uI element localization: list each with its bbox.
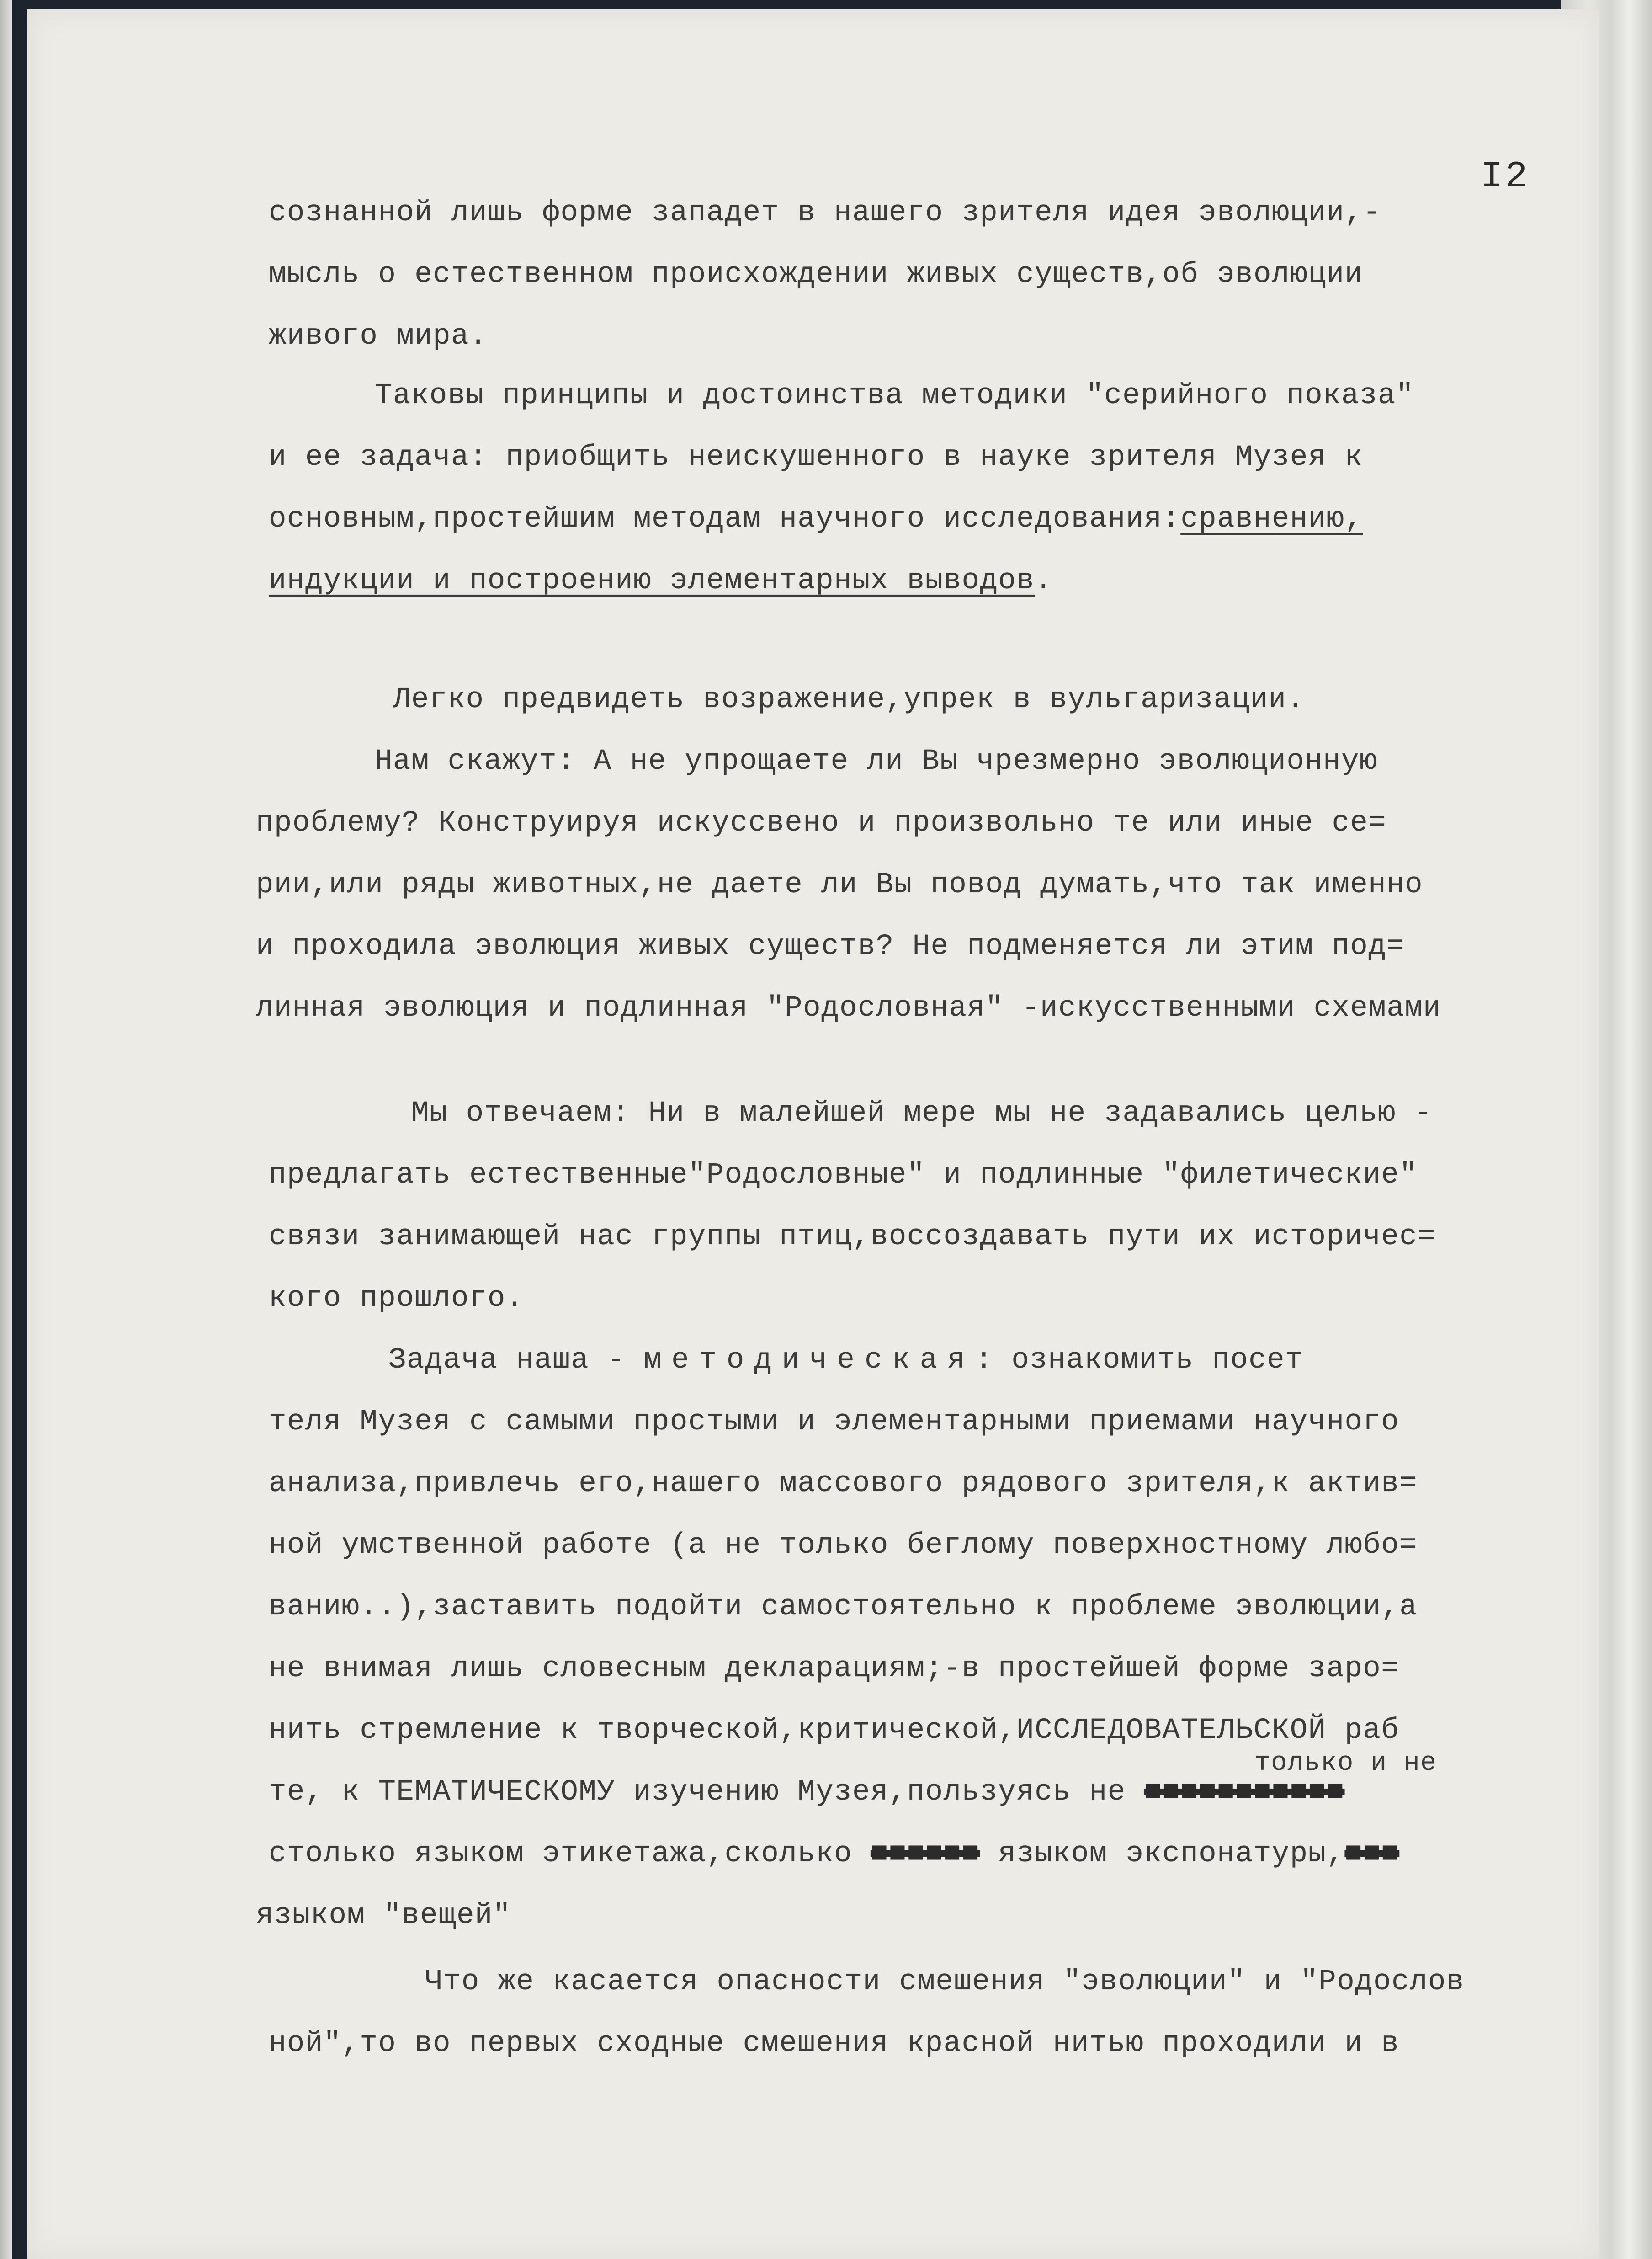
text-line: живого мира.	[269, 320, 488, 353]
text-line: нить стремление к творческой,критической,ИССЛЕДОВАТЕЛЬСКОЙ раб	[269, 1714, 1400, 1747]
spaced-emphasis-text: методическая	[643, 1344, 975, 1377]
interlinear-insertion: только и не	[1254, 1748, 1437, 1778]
text-line: ной",то во первых сходные смешения красной нитью проходили и в	[269, 2027, 1400, 2060]
text-line: проблему? Конструируя искуссвено и произвольно те или иные се=	[256, 807, 1387, 840]
struck-out-text: ■■■	[1344, 1838, 1400, 1870]
text-line	[269, 503, 1652, 536]
text-line	[269, 1838, 1652, 1870]
text-line: линная эволюция и подлинная "Родословная" -искусственными схемами	[256, 992, 1441, 1025]
text-line	[269, 1776, 1652, 1809]
text-line: ной умственной работе (а не только беглому поверхностному любо=	[269, 1529, 1418, 1562]
text-line: и проходила эволюция живых существ? Не подменяется ли этим под=	[256, 930, 1405, 963]
text-line: Таковы принципы и достоинства методики "серийного показа"	[375, 379, 1414, 412]
text-line: предлагать естественные"Родословные" и подлинные "филетические"	[269, 1159, 1418, 1192]
text-line: мысль о естественном происхождении живых существ,об эволюции	[269, 258, 1363, 291]
text-segment: языком экспонатуры,	[998, 1838, 1345, 1870]
facing-page-edge	[0, 0, 12, 2259]
text-line: не внимая лишь словесным декларациям;-в простейшей форме зaро=	[269, 1652, 1400, 1685]
text-segment: : ознакомить посет	[975, 1344, 1303, 1377]
text-line: связи занимающей нас группы птиц,воссоздавать пути их историчес=	[269, 1220, 1436, 1253]
underlined-text: сравнению,	[1180, 503, 1363, 536]
text-line: Мы отвечаем: Ни в малейшей мере мы не задавались целью -	[411, 1097, 1433, 1130]
text-line: теля Музея с самыми простыми и элементарными приемами научного	[269, 1406, 1400, 1439]
text-line: ванию..),заставить подойти самостоятельно к проблеме эволюции,а	[269, 1591, 1418, 1624]
text-line: Нам скажут: А не упрощаете ли Вы чрезмерно эволюционную	[375, 745, 1378, 778]
text-segment: основным,простейшим методам научного исследования:	[269, 503, 1181, 536]
text-line: рии,или ряды животных,не даете ли Вы повод думать,что так именно	[256, 868, 1423, 901]
text-segment: столько языком этикетажа,сколько	[269, 1838, 852, 1870]
text-line: сознанной лишь форме западет в нашего зрителя идея эволюции,-	[269, 197, 1381, 229]
text-line: Легко предвидеть возражение,упрек в вульгаризации.	[393, 683, 1305, 716]
page-number: I2	[1481, 155, 1530, 198]
text-line: анализа,привлечь его,нашего массового рядового зрителя,к актив=	[269, 1467, 1418, 1500]
text-segment: те, к ТЕМАТИЧЕСКОМУ изучению Музея,пользуясь не	[269, 1776, 1126, 1809]
text-segment: .	[1035, 565, 1053, 597]
text-line	[269, 565, 1652, 597]
struck-out-text: ■■■■■■■■■■■	[1144, 1776, 1345, 1809]
underlined-text: индукции и построению элементарных выводов	[269, 565, 1035, 597]
text-segment: Задача наша -	[388, 1344, 626, 1377]
text-line: кого прошлого.	[269, 1282, 524, 1315]
text-line: языком "вещей"	[256, 1899, 511, 1932]
text-line	[388, 1344, 1652, 1377]
text-line: Что же касается опасности смешения "эволюции" и "Родослов	[425, 1966, 1465, 1998]
struck-out-text: ■■■■■■	[870, 1838, 980, 1870]
typewritten-page	[27, 9, 1599, 2259]
text-line: и ее задача: приобщить неискушенного в науке зрителя Музея к	[269, 441, 1363, 474]
